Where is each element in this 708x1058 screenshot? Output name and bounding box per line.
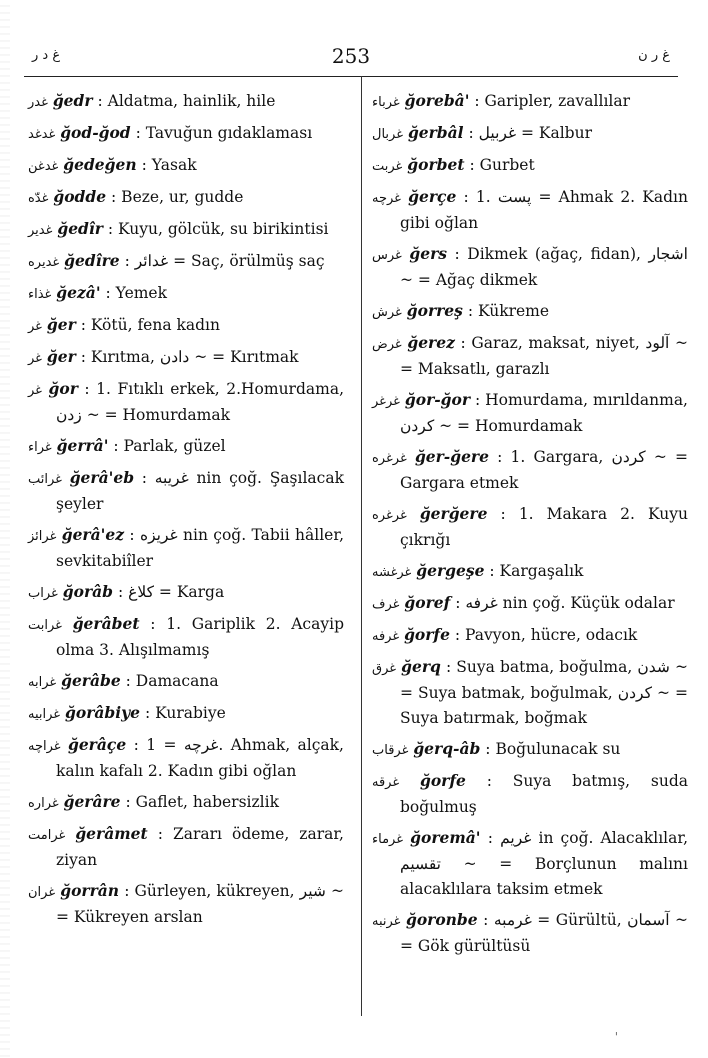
entry-definition: : غريم in çoğ. Alacaklılar, تقسيم ~ = Borçlunun malını alacaklılara taksim etmek xyxy=(400,829,688,898)
entry-headword: ğezâ' xyxy=(56,283,101,302)
entry-headword: ğorfe xyxy=(404,625,450,644)
entry-headword: ğerğere xyxy=(419,504,488,523)
dictionary-entry xyxy=(372,654,688,731)
entry-arabic: غرنبه xyxy=(372,914,401,929)
dictionary-entry xyxy=(28,280,344,307)
entry-headword: ğerâre xyxy=(63,792,121,811)
dictionary-entry xyxy=(372,330,688,382)
entry-arabic: غراب xyxy=(28,586,58,601)
entry-headword: ğer xyxy=(46,347,76,366)
dictionary-entry xyxy=(28,88,344,115)
entry-arabic: غرغره xyxy=(372,508,407,523)
entry-arabic: غرض xyxy=(372,337,402,352)
entry-arabic: غدغن xyxy=(28,159,59,174)
entry-arabic: غرش xyxy=(372,305,402,320)
entry-arabic: غرامت xyxy=(28,828,66,843)
entry-headword: ğedr xyxy=(52,91,93,110)
header-right-letters: غ ر ن xyxy=(638,48,670,63)
entry-headword: ğerâbet xyxy=(72,614,140,633)
entry-definition: : غرچه = 1. Ahmak, alçak, kalın kafalı 2. Kadın gibi oğlan xyxy=(56,736,344,780)
entry-arabic: غر xyxy=(28,351,42,366)
dictionary-entry xyxy=(28,732,344,784)
entry-headword: ğerçe xyxy=(408,187,457,206)
dictionary-entry xyxy=(28,611,344,663)
entry-arabic: غدر xyxy=(28,95,48,110)
entry-arabic: غديره xyxy=(28,255,60,270)
entry-definition: : Suya batmış, suda boğulmuş xyxy=(400,772,688,816)
entry-arabic: غراء xyxy=(28,440,52,455)
entry-headword: ğerâmet xyxy=(75,824,148,843)
entry-arabic: غرفه xyxy=(372,629,400,644)
entry-definition: : غرمبه = Gürültü, آسمان ~ = Gök gürültüsü xyxy=(400,911,688,955)
dictionary-entry xyxy=(28,465,344,517)
entry-arabic: غرائز xyxy=(28,529,57,544)
entry-headword: ğerâbe xyxy=(61,671,121,690)
entry-headword: ğer xyxy=(46,315,76,334)
entry-arabic: غرقاب xyxy=(372,743,409,758)
entry-headword: ğedeğen xyxy=(63,155,137,174)
dictionary-entry xyxy=(28,184,344,211)
dictionary-entry xyxy=(372,501,688,553)
entry-headword: ğerrâ' xyxy=(56,436,109,455)
entry-definition: : Parlak, güzel xyxy=(113,437,226,455)
entry-arabic: غرباء xyxy=(372,95,400,110)
dictionary-entry xyxy=(28,216,344,243)
entry-definition: : Kötü, fena kadın xyxy=(80,316,220,334)
entry-arabic: غراچه xyxy=(28,739,61,754)
entry-headword: ğerez xyxy=(407,333,455,352)
entry-arabic: غدغد xyxy=(28,127,56,142)
entry-headword: ğorâbiye xyxy=(65,703,141,722)
dictionary-entry xyxy=(372,241,688,293)
dictionary-entry xyxy=(28,821,344,873)
entry-definition: : Beze, ur, gudde xyxy=(111,188,244,206)
dictionary-entry xyxy=(372,387,688,439)
entry-arabic: غرائب xyxy=(28,472,62,487)
entry-arabic: غرماء xyxy=(372,832,404,847)
entry-definition: : 1. پست = Ahmak 2. Kadın gibi oğlan xyxy=(400,188,688,232)
right-column xyxy=(372,88,688,964)
entry-definition: : 1. Gariplik 2. Acayip olma 3. Alışılmamış xyxy=(56,615,344,659)
entry-headword: ğedîre xyxy=(64,251,120,270)
entry-arabic: غرف xyxy=(372,597,400,612)
entry-definition: : Kükreme xyxy=(467,302,550,320)
column-divider xyxy=(361,76,362,1016)
entry-definition: : Suya batma, boğulma, شدن ~ = Suya batmak, boğulmak, كردن ~ = Suya batırmak, boğmak xyxy=(400,658,688,727)
page-header xyxy=(24,40,678,77)
entry-headword: ğerâçe xyxy=(67,735,127,754)
entry-arabic: غربت xyxy=(372,159,403,174)
entry-headword: ğorebâ' xyxy=(404,91,470,110)
dictionary-entry xyxy=(372,120,688,147)
entry-headword: ğorrân xyxy=(60,881,120,900)
dictionary-entry xyxy=(372,88,688,115)
entry-definition: : Tavuğun gıdaklaması xyxy=(135,124,313,142)
entry-definition: : Zararı ödeme, zarar, ziyan xyxy=(56,825,344,869)
entry-arabic: غرغشه xyxy=(372,565,412,580)
entry-arabic: غرابيه xyxy=(28,707,61,722)
entry-arabic: غرچه xyxy=(372,191,401,206)
entry-arabic: غر xyxy=(28,383,42,398)
entry-arabic: غرق xyxy=(372,661,397,676)
entry-definition: : Gurbet xyxy=(469,156,535,174)
dictionary-entry xyxy=(372,622,688,649)
entry-arabic: غدّه xyxy=(28,191,49,206)
entry-definition: : Kurabiye xyxy=(144,704,226,722)
entry-headword: ğerq-âb xyxy=(413,739,481,758)
entry-arabic: غذاء xyxy=(28,287,52,302)
dictionary-entry xyxy=(372,907,688,959)
entry-headword: ğod-ğod xyxy=(60,123,131,142)
dictionary-entry xyxy=(28,376,344,428)
entry-headword: ğergeşe xyxy=(416,561,485,580)
entry-arabic: غربال xyxy=(372,127,403,142)
entry-definition: : Boğulunacak su xyxy=(485,740,621,758)
entry-definition: : غدائر = Saç, örülmüş saç xyxy=(124,252,325,270)
entry-arabic: غرغره xyxy=(372,451,407,466)
entry-definition: : Yasak xyxy=(141,156,197,174)
dictionary-entry xyxy=(28,522,344,574)
dictionary-entry xyxy=(372,444,688,496)
dictionary-entry xyxy=(28,433,344,460)
entry-headword: ğerbâl xyxy=(407,123,464,142)
dictionary-entry xyxy=(372,736,688,763)
dictionary-entry xyxy=(372,184,688,236)
left-column xyxy=(28,88,344,935)
entry-definition: : غرفه nin çoğ. Küçük odalar xyxy=(455,594,675,612)
entry-headword: ğodde xyxy=(53,187,107,206)
entry-headword: ğoref xyxy=(404,593,451,612)
entry-arabic: غر xyxy=(28,319,42,334)
entry-headword: ğor-ğor xyxy=(404,390,471,409)
entry-definition: : Gaflet, habersizlik xyxy=(125,793,279,811)
entry-definition: : 1. Makara 2. Kuyu çıkrığı xyxy=(400,505,688,549)
entry-definition: : Kırıtma, دادن ~ = Kırıtmak xyxy=(80,348,299,366)
entry-headword: ğoremâ' xyxy=(410,828,481,847)
entry-definition: : Damacana xyxy=(125,672,219,690)
entry-definition: : Dikmek (ağaç, fidan), اشجار ~ = Ağaç dikmek xyxy=(400,245,688,289)
dictionary-entry xyxy=(28,878,344,930)
dictionary-entry xyxy=(28,700,344,727)
entry-arabic: غرس xyxy=(372,248,402,263)
entry-definition: : Garipler, zavallılar xyxy=(474,92,631,110)
entry-arabic: غران xyxy=(28,885,56,900)
entry-definition: : Yemek xyxy=(105,284,168,302)
entry-definition: : Gürleyen, kükreyen, شير ~ = Kükreyen arslan xyxy=(56,882,344,926)
entry-arabic: غرقه xyxy=(372,775,400,790)
dictionary-entry xyxy=(372,825,688,902)
entry-headword: ğers xyxy=(409,244,447,263)
page-speck: ' xyxy=(614,1030,618,1044)
entry-definition: : Garaz, maksat, niyet, آلود ~ = Maksatlı, garazlı xyxy=(400,334,689,378)
dictionary-entry xyxy=(372,590,688,617)
entry-definition: : Homurdama, mırıldanma, كردن ~ = Homurdamak xyxy=(400,391,688,435)
dictionary-entry xyxy=(28,789,344,816)
dictionary-entry xyxy=(28,152,344,179)
header-left-letters: غ د ر xyxy=(32,48,61,63)
entry-definition: : غريبه nin çoğ. Şaşılacak şeyler xyxy=(56,469,344,513)
dictionary-entry xyxy=(28,579,344,606)
dictionary-entry xyxy=(372,768,688,820)
entry-headword: ğor xyxy=(48,379,78,398)
entry-headword: ğorâb xyxy=(62,582,113,601)
entry-arabic: غرابه xyxy=(28,675,57,690)
entry-arabic: غدير xyxy=(28,223,53,238)
dictionary-entry xyxy=(28,344,344,371)
entry-headword: ğoronbe xyxy=(405,910,478,929)
entry-headword: ğerâ'ez xyxy=(61,525,125,544)
entry-headword: ğerq xyxy=(401,657,441,676)
entry-definition: : Kuyu, gölcük, su birikintisi xyxy=(107,220,329,238)
page-edge xyxy=(0,0,10,1058)
dictionary-entry xyxy=(28,120,344,147)
entry-definition: : غربيل = Kalbur xyxy=(468,124,592,142)
entry-headword: ğerâ'eb xyxy=(69,468,135,487)
entry-definition: : Kargaşalık xyxy=(489,562,584,580)
entry-headword: ğer-ğere xyxy=(414,447,489,466)
dictionary-entry xyxy=(28,668,344,695)
dictionary-entry xyxy=(372,298,688,325)
page-number: 253 xyxy=(331,44,371,68)
entry-definition: : 1. Fıtıklı erkek, 2.Homurdama, زدن ~ = Homurdamak xyxy=(56,380,344,424)
entry-definition: : 1. Gargara, كردن ~ = Gargara etmek xyxy=(400,448,688,492)
entry-headword: ğorreş xyxy=(406,301,463,320)
entry-arabic: غرابت xyxy=(28,618,62,633)
entry-headword: ğedîr xyxy=(57,219,103,238)
entry-definition: : كلاغ = Karga xyxy=(117,583,225,601)
entry-definition: : غريزه nin çoğ. Tabii hâller, sevkitabiîler xyxy=(56,526,344,570)
entry-headword: ğorfe xyxy=(419,771,466,790)
entry-arabic: غرغر xyxy=(372,394,400,409)
entry-definition: : Pavyon, hücre, odacık xyxy=(454,626,638,644)
entry-headword: ğorbet xyxy=(407,155,465,174)
dictionary-entry xyxy=(28,248,344,275)
dictionary-entry xyxy=(28,312,344,339)
entry-arabic: غراره xyxy=(28,796,59,811)
dictionary-entry xyxy=(372,558,688,585)
dictionary-entry xyxy=(372,152,688,179)
entry-definition: : Aldatma, hainlik, hile xyxy=(97,92,276,110)
